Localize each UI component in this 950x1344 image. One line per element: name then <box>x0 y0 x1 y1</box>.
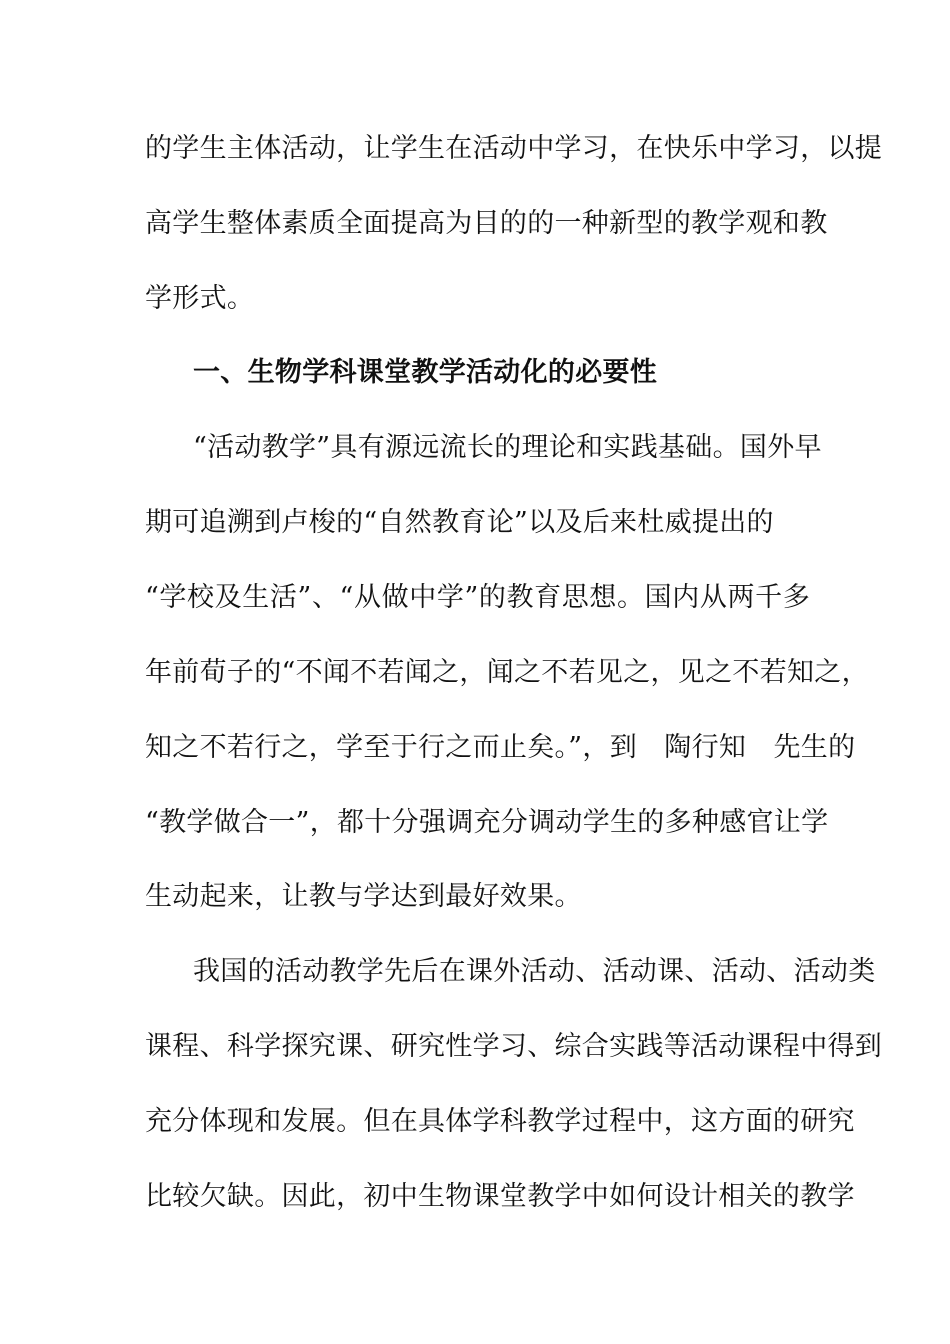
text-line: 生动起来，让教与学达到最好效果。 <box>145 881 582 912</box>
text-line: 我国的活动教学先后在课外活动、活动课、活动、活动类 <box>193 956 876 987</box>
text-line: “学校及生活”、“从做中学”的教育思想。国内从两千多 <box>145 582 810 613</box>
text-line: 课程、科学探究课、研究性学习、综合实践等活动课程中得到 <box>145 1031 883 1062</box>
text-line: 知之不若行之，学至于行之而止矣。”，到 陶行知 先生的 <box>145 732 856 763</box>
text-line: 充分体现和发展。但在具体学科教学过程中，这方面的研究 <box>145 1106 855 1137</box>
text-line: 比较欠缺。因此，初中生物课堂教学中如何设计相关的教学 <box>145 1181 855 1212</box>
text-line: 年前荀子的“不闻不若闻之，闻之不若见之，见之不若知之， <box>145 657 869 688</box>
text-line: 高学生整体素质全面提高为目的的一种新型的教学观和教 <box>145 208 828 239</box>
text-line: 学形式。 <box>145 283 255 314</box>
text-line: 的学生主体活动，让学生在活动中学习，在快乐中学习，以提 <box>145 133 883 164</box>
text-line: “教学做合一”，都十分强调充分调动学生的多种感官让学 <box>145 807 829 838</box>
text-line: “活动教学”具有源远流长的理论和实践基础。国外早 <box>193 432 822 463</box>
section-heading: 一、生物学科课堂教学活动化的必要性 <box>193 357 658 388</box>
text-line: 期可追溯到卢梭的“自然教育论”以及后来杜威提出的 <box>145 507 774 538</box>
